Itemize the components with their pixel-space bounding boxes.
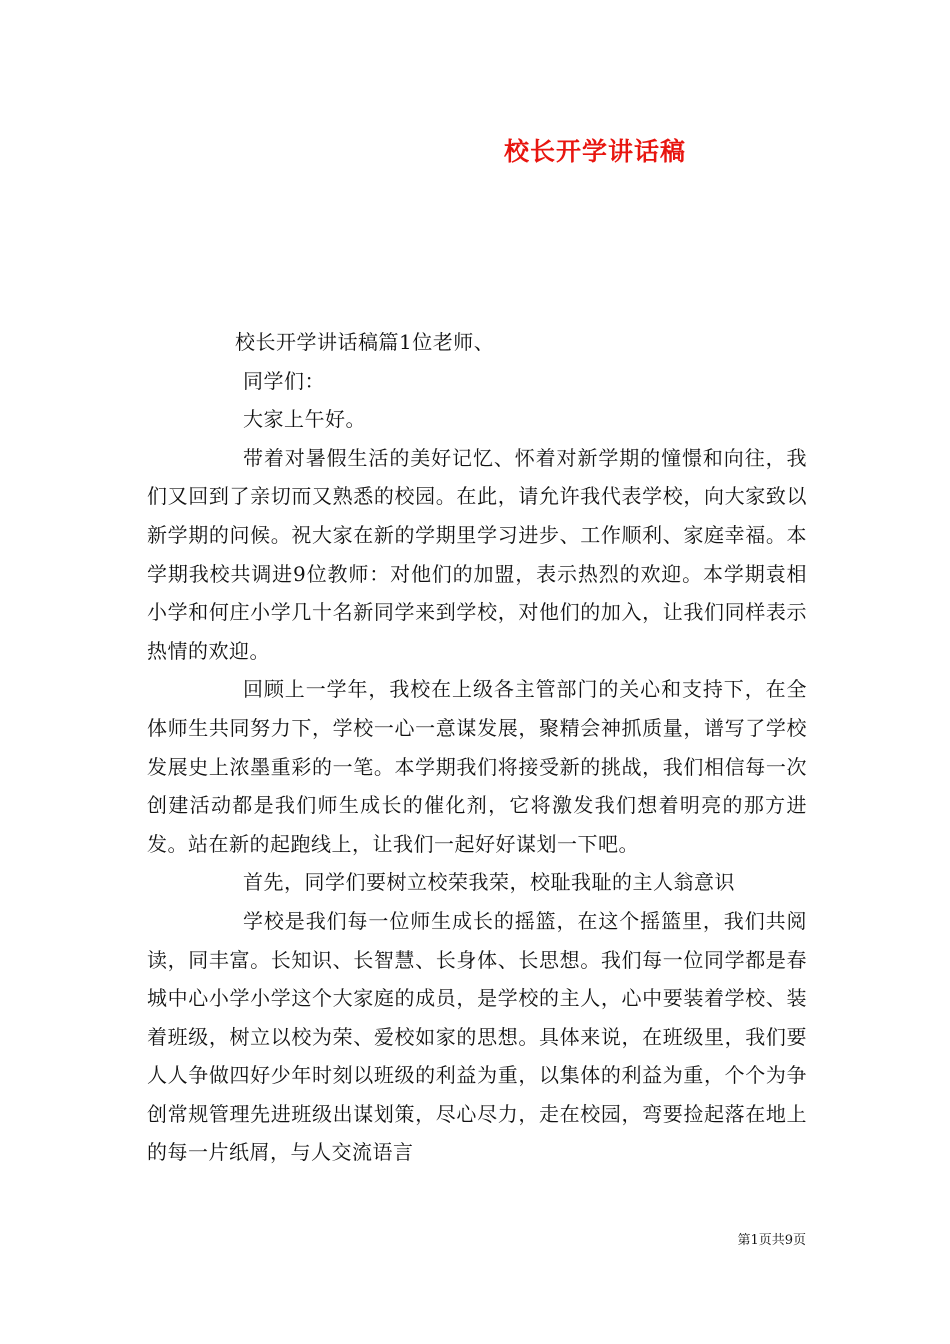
document-title: 校长开学讲话稿	[503, 137, 686, 166]
document-body	[147, 323, 807, 1172]
paragraph-welcome: 带着对暑假生活的美好记忆、怀着对新学期的憧憬和向往，我们又回到了亲切而又熟悉的校园。在此，请允许我代表学校，向大家致以新学期的问候。祝大家在新的学期里学习进步、工作顺利、家庭幸福。本学期我校共调进9位教师：对他们的加盟，表示热烈的欢迎。本学期袁相小学和何庄小学几十名新同学来到学校，对他们的加入，让我们同样表示热情的欢迎。	[147, 445, 807, 663]
paragraph-salutation-2: 同学们：	[243, 368, 325, 393]
paragraph-review: 回顾上一学年，我校在上级各主管部门的关心和支持下，在全体师生共同努力下，学校一心一意谋发展，聚精会神抓质量，谱写了学校发展史上浓墨重彩的一笔。本学期我们将接受新的挑战，我们相信每一次创建活动都是我们师生成长的催化剂，它将激发我们想着明亮的那方进发。站在新的起跑线上，让我们一起好好谋划一下吧。	[147, 677, 807, 856]
page-indicator: 第1页共9页	[737, 1233, 806, 1248]
paragraph-salutation-1: 校长开学讲话稿篇1位老师、	[235, 330, 495, 354]
paragraph-first-point: 首先，同学们要树立校荣我荣，校耻我耻的主人翁意识	[243, 870, 735, 895]
paragraph-greeting: 大家上午好。	[243, 407, 366, 432]
paragraph-school-cradle: 学校是我们每一位师生成长的摇篮，在这个摇篮里，我们共阅读，同丰富。长知识、长智慧、长身体、长思想。我们每一位同学都是春城中心小学小学这个大家庭的成员，是学校的主人，心中要装着学校、装着班级，树立以校为荣、爱校如家的思想。具体来说，在班级里，我们要人人争做四好少年时刻以班级的利益为重，以集体的利益为重，个个为争创常规管理先进班级出谋划策，尽心尽力，走在校园，弯要捡起落在地上的每一片纸屑，与人交流语言	[147, 908, 807, 1165]
